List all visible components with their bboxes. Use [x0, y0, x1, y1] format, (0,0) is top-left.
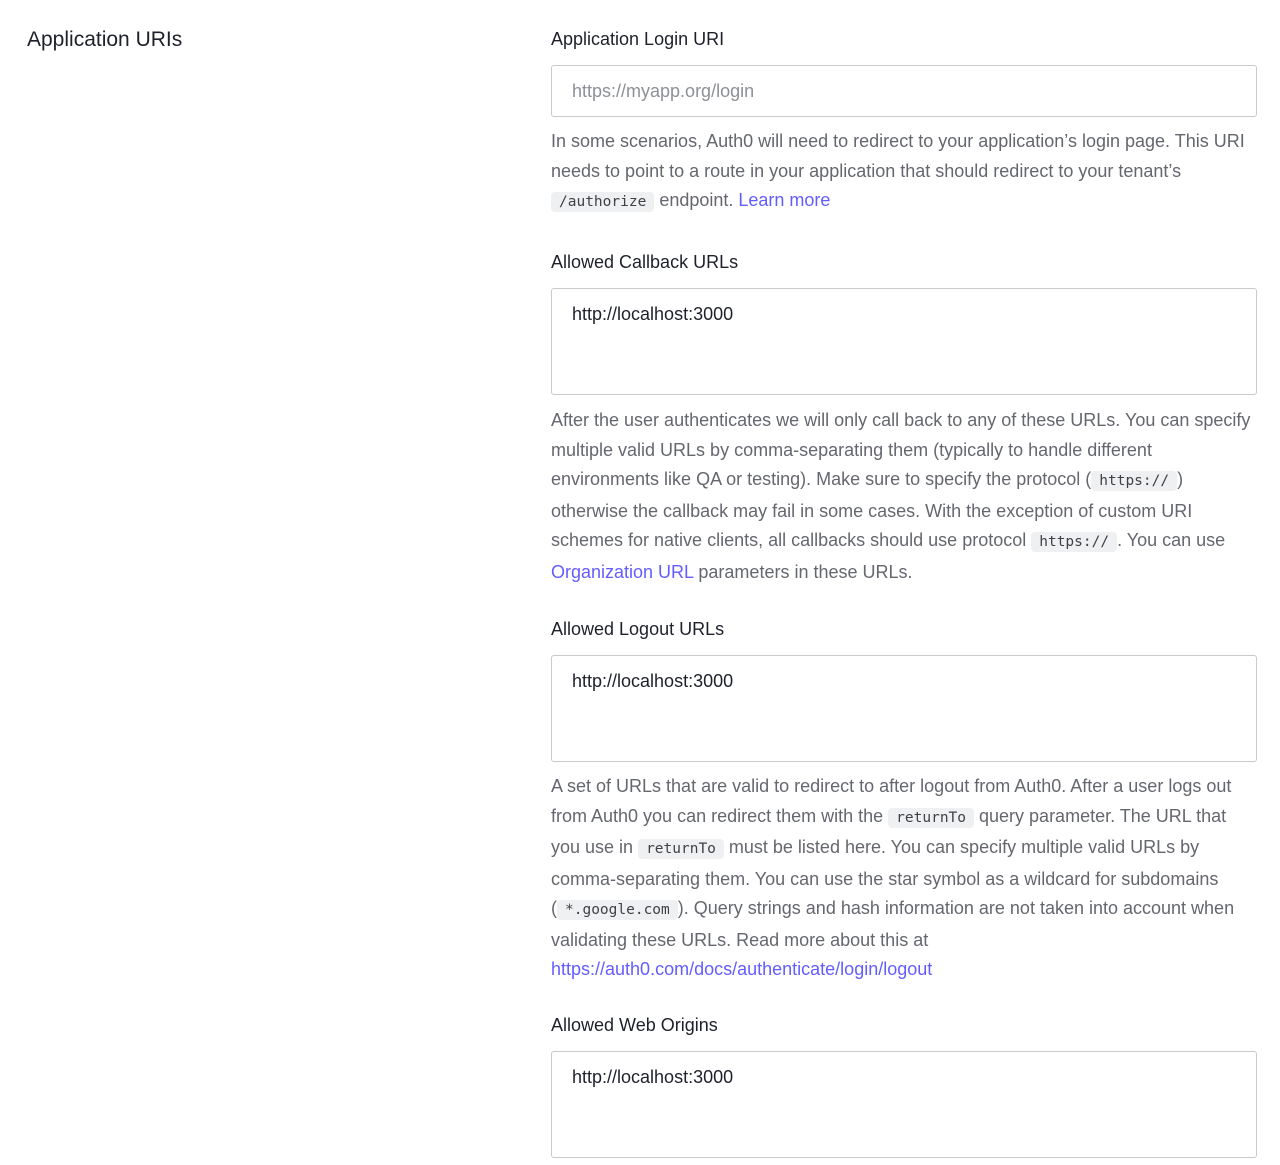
logout-help-text-1: A set of URLs that are valid to redirect to after logout from Auth0. After a user logs out from Auth0 you can redirect them with the — [551, 776, 1232, 826]
logout-urls-help — [551, 772, 1257, 985]
learn-more-link[interactable]: Learn more — [738, 190, 831, 210]
callback-urls-textarea[interactable] — [551, 288, 1257, 395]
web-origins-label: Allowed Web Origins — [551, 1015, 718, 1035]
returnto-code-2: returnTo — [638, 839, 724, 859]
callback-urls-label: Allowed Callback URLs — [551, 252, 739, 272]
logout-help-text-2: query parameter. The URL that you use in — [551, 805, 1227, 857]
logout-urls-textarea[interactable] — [551, 655, 1257, 762]
https-code-2: https:// — [1031, 532, 1117, 552]
login-uri-help-text: In some scenarios, Auth0 will need to redirect to your application’s login page. This URI needs to point to a route in your application that should redirect to your tenant’s — [551, 131, 1245, 181]
wildcard-code: *.google.com — [557, 900, 678, 920]
login-uri-help — [551, 127, 1257, 218]
section-title: Application URIs — [27, 28, 183, 51]
returnto-code-1: returnTo — [888, 808, 974, 828]
authorize-code: /authorize — [551, 192, 654, 212]
logout-docs-link[interactable]: https://auth0.com/docs/authenticate/login/logout — [551, 959, 933, 979]
login-uri-label: Application Login URI — [551, 29, 725, 49]
login-uri-input[interactable] — [551, 65, 1257, 117]
callback-help-text-4: parameters in these URLs. — [693, 561, 913, 582]
callback-help-text-3: . You can use — [1117, 530, 1226, 550]
logout-help-text-3: must be listed here. You can specify multiple valid URLs by comma-separating them. You can use the star symbol as a wildcard for subdomains ( — [551, 837, 1219, 918]
callback-urls-help — [551, 406, 1257, 587]
https-code-1: https:// — [1091, 471, 1177, 491]
callback-help-text-2: ) otherwise the callback may fail in some cases. With the exception of custom URI schemes for native clients, all callbacks should use protocol — [551, 469, 1193, 550]
callback-help-text-1: After the user authenticates we will only call back to any of these URLs. You can specify multiple valid URLs by comma-separating them (typically to handle different environments like QA or testing). Make sure to specify the protocol ( — [551, 410, 1251, 489]
logout-urls-label: Allowed Logout URLs — [551, 619, 725, 639]
login-uri-help-text-2: endpoint. — [654, 190, 739, 210]
logout-help-text-4: ). Query strings and hash information are not taken into account when validating these URLs. Read more about this at — [551, 898, 1235, 950]
organization-url-link[interactable]: Organization URL — [551, 561, 694, 582]
web-origins-textarea[interactable] — [551, 1051, 1257, 1158]
